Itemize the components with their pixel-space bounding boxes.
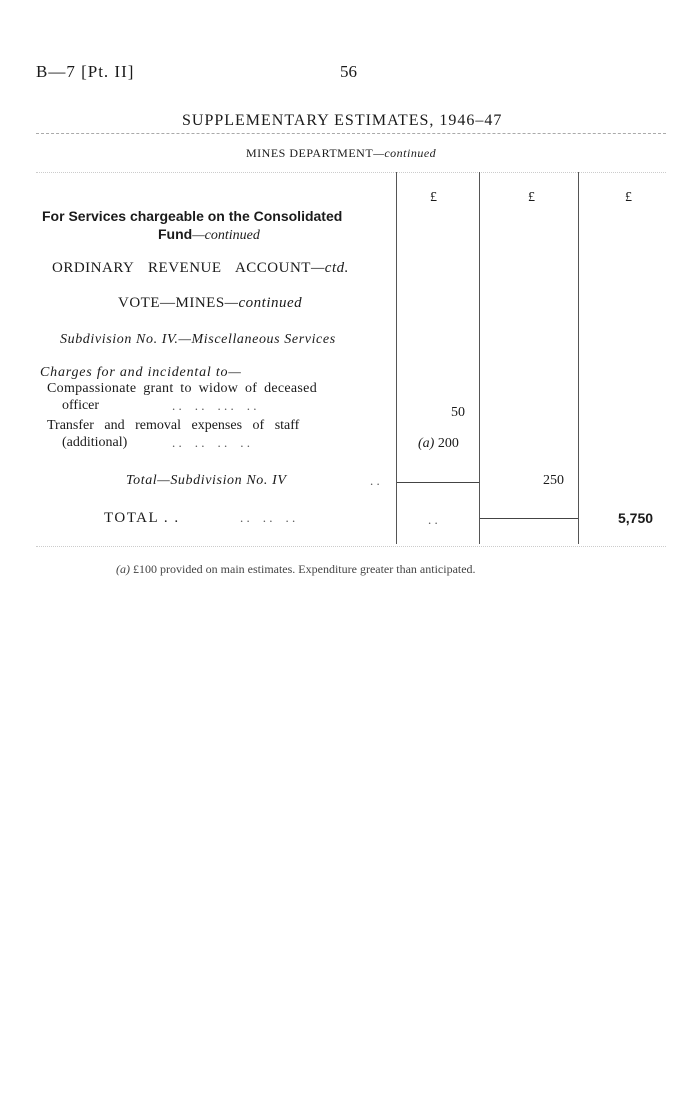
column-header-3: £ xyxy=(625,190,632,205)
column-header-1: £ xyxy=(430,190,437,205)
footnote-marker: (a) xyxy=(116,562,130,576)
page-number: 56 xyxy=(340,62,357,81)
item-2-line-1: Transfer and removal expenses of staff xyxy=(47,418,300,433)
department-suffix: —continued xyxy=(373,146,437,160)
subdivision-total-amount: 250 xyxy=(543,473,564,488)
footnote xyxy=(116,562,476,577)
subdivision-total-dots: . . xyxy=(370,473,380,488)
subdivision-heading: Subdivision No. IV.—Miscellaneous Services xyxy=(60,332,336,347)
section-heading-line2 xyxy=(158,226,260,244)
subdivision-total-label: Total—Subdivision No. IV xyxy=(126,473,287,488)
item-1-line-2: officer xyxy=(62,398,100,413)
document-title: SUPPLEMENTARY ESTIMATES, 1946–47 xyxy=(182,112,503,129)
item-2-amount xyxy=(418,436,459,452)
grand-total-dots: . . . . . . xyxy=(240,510,296,525)
grand-total-column-1-dots: . . xyxy=(428,512,438,527)
grand-total-amount: 5,750 xyxy=(618,510,654,526)
subdivision-total-rule xyxy=(397,482,479,483)
grand-total-label: TOTAL . . xyxy=(104,510,180,526)
grand-total-rule xyxy=(480,518,578,519)
department-title xyxy=(246,146,436,161)
item-1-leader-dots: . . . . . . . . . xyxy=(172,398,257,413)
column-divider-1 xyxy=(396,172,397,544)
account-name: ORDINARY REVENUE ACCOUNT xyxy=(52,260,311,276)
account-heading xyxy=(52,260,349,277)
item-2-footnote-marker: (a) xyxy=(418,436,435,451)
item-2-leader-dots: . . . . . . . . xyxy=(172,435,250,450)
table-bottom-rule xyxy=(36,546,666,547)
vote-name: VOTE—MINES xyxy=(118,295,225,311)
section-heading-suffix: —continued xyxy=(192,228,260,243)
department-name: MINES DEPARTMENT xyxy=(246,146,374,160)
charges-intro: Charges for and incidental to— xyxy=(40,365,242,380)
account-suffix: —ctd. xyxy=(310,260,349,276)
footnote-text: £100 provided on main estimates. Expenditure greater than anticipated. xyxy=(133,562,476,576)
item-2-line-2: (additional) xyxy=(62,435,128,450)
column-divider-3 xyxy=(578,172,579,544)
vote-heading xyxy=(118,295,302,312)
item-2-value: 200 xyxy=(437,436,459,451)
column-divider-2 xyxy=(479,172,480,544)
section-heading: For Services chargeable on the Consolidated xyxy=(42,208,343,224)
title-rule xyxy=(36,133,666,134)
column-header-2: £ xyxy=(528,190,535,205)
page-reference: B—7 [Pt. II] xyxy=(36,62,135,81)
item-1-line-1: Compassionate grant to widow of deceased xyxy=(47,381,317,396)
table-top-rule xyxy=(36,172,666,173)
section-heading-fund: Fund xyxy=(158,226,193,242)
item-1-amount: 50 xyxy=(451,405,465,420)
vote-suffix: —continued xyxy=(224,295,303,311)
